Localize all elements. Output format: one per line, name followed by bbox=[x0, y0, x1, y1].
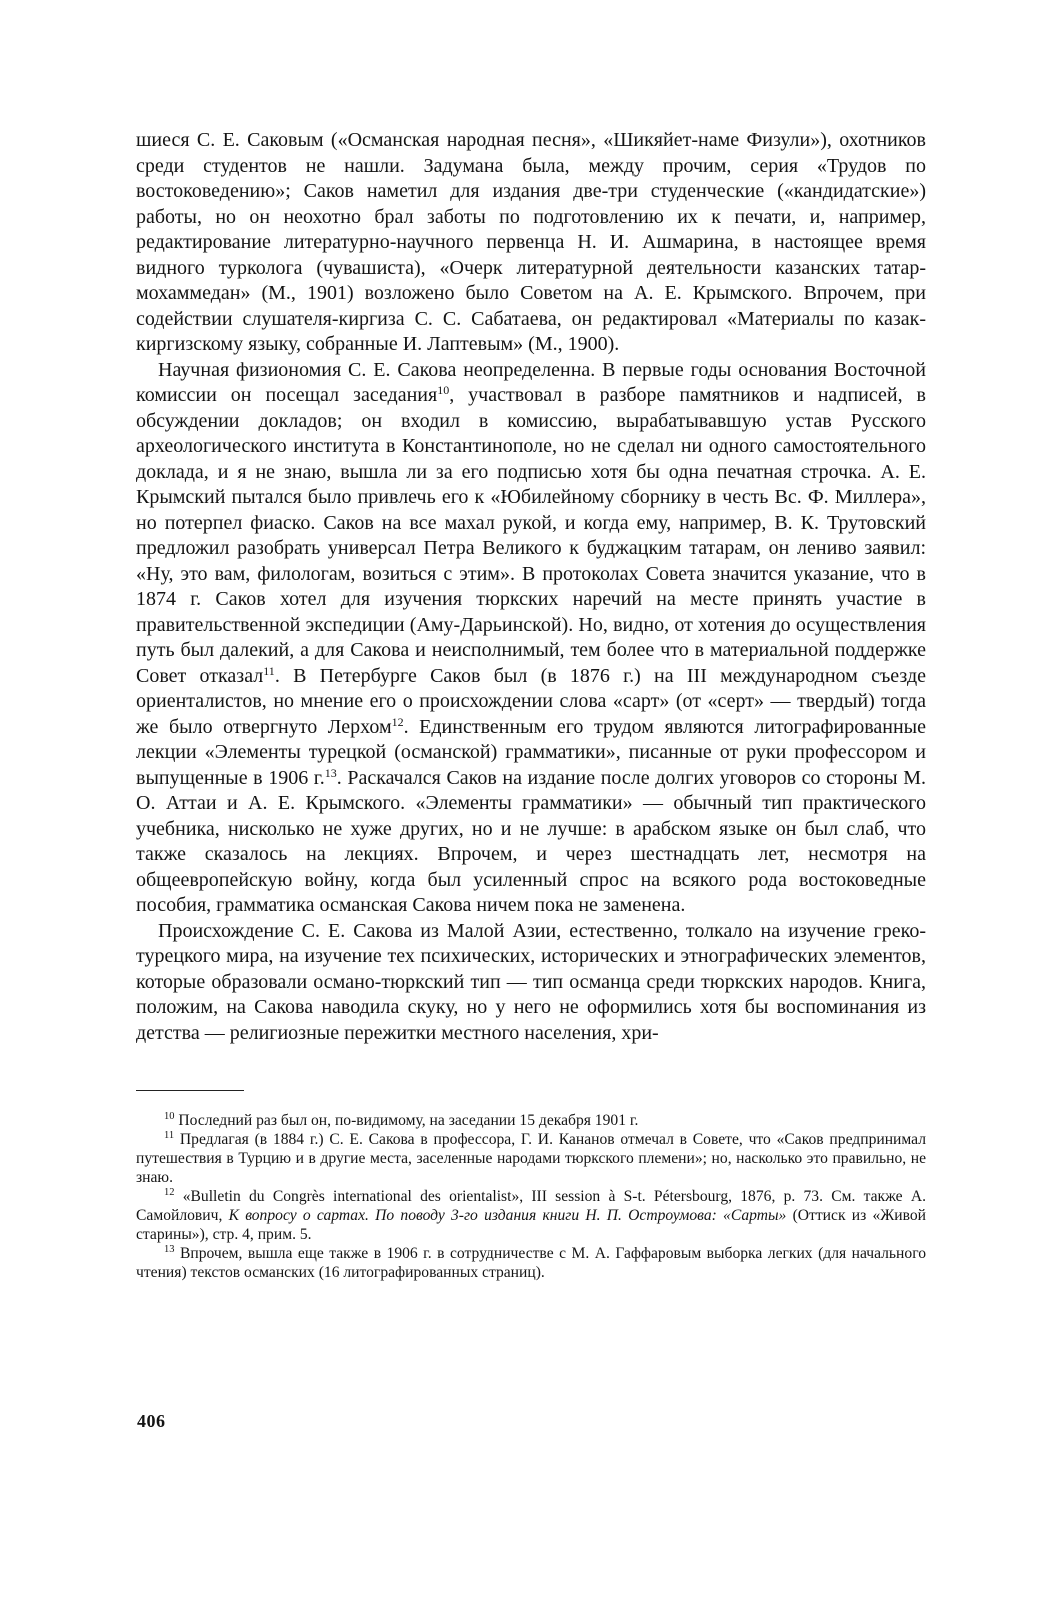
paragraph-2-part-c: . В Петербурге Саков был (в 1876 г.) на III международном съезде ориенталистов, но мнение его о происхождении слова «сарт» (от «серт» — твердый) тогда же было отвергнуто Лерхом bbox=[136, 664, 926, 738]
footnote-ref-11[interactable]: 11 bbox=[263, 663, 275, 678]
footnote-number: 11 bbox=[164, 1130, 175, 1141]
footnote-10 bbox=[136, 1111, 926, 1130]
paragraph-2-part-d: . Единственным его трудом являются литографированные лекции «Элементы турецкой (османской) грамматики», писанные от руки профессором и выпущенные в 1906 г. bbox=[136, 715, 926, 789]
footnote-text: Впрочем, вышла еще также в 1906 г. в сотрудничестве с М. А. Гаффаровым выборка легких (для начального чтения) текстов османских (16 литографированных страниц). bbox=[136, 1245, 926, 1281]
footnote-number: 12 bbox=[164, 1187, 175, 1198]
footnote-text: Предлагая (в 1884 г.) С. Е. Сакова в профессора, Г. И. Кананов отмечал в Совете, что «Саков предпринимал путешествия в Турцию и в другие места, заселенные народами тюркского племени»; но, насколько это правильно, не знаю. bbox=[136, 1131, 927, 1186]
paragraph-2 bbox=[136, 358, 926, 919]
main-text bbox=[136, 128, 926, 1046]
paragraph-3: Происхождение С. Е. Сакова из Малой Азии, естественно, толкало на изучение греко-турецкого мира, на изучение тех психических, исторических и этнографических элементов, которые образовали османо-тюркский тип — тип османца среди тюркских народов. Книга, положим, на Сакова наводила скуку, но у него не оформились хотя бы воспоминания из детства — религиозные пережитки местного населения, хри- bbox=[136, 919, 926, 1044]
page-content bbox=[136, 128, 926, 1282]
paragraph-2-part-a: Научная физиономия С. Е. Сакова неопределенна. В первые годы основания Восточной комиссии он посещал заседания bbox=[136, 358, 926, 406]
footnote-divider bbox=[136, 1090, 244, 1091]
footnote-text: «Bulletin du Congrès international des orientalist», III session à S-t. Pétersbourg, 1876, p. 73. См. также А. Самойлович, bbox=[136, 1188, 926, 1224]
footnote-13 bbox=[136, 1244, 926, 1282]
paragraph-1: шиеся С. Е. Саковым («Османская народная песня», «Шикяйет-наме Физули»), охотников среди студентов не нашли. Задумана была, между прочим, серия «Трудов по востоковедению»; Саков наметил для издания две-три студенческие («кандидатские») работы, но он неохотно брал заботы по подготовлению их к печати, и, например, редактирование литературно-научного первенца Н. И. Ашмарина, в настоящее время видного турколога (чувашиста), «Очерк литературной деятельности казанских татар-мохаммедан» (М., 1901) возложено было Советом на А. Е. Крымского. Впрочем, при содействии слушателя-киргиза С. С. Сабатаева, он редактировал «Материалы по казак-киргизскому языку, собранные И. Лаптевым» (М., 1900). bbox=[136, 129, 926, 355]
paragraph-2-part-b: , участвовал в разборе памятников и надписей, в обсуждении докладов; он входил в комиссию, вырабатывавшую устав Русского археологического института в Константинополе, но не сделал ни одного самостоятельного доклада, и я не знаю, вышла ли за его подписью хотя бы одна печатная строчка. А. Е. Крымский пытался было привлечь его к «Юбилейному сборнику в честь Вс. Ф. Миллера», но потерпел фиаско. Саков на все махал рукой, и когда ему, например, В. К. Трутовский предложил разобрать универсал Петра Великого к буджацким татарам, он лениво заявил: «Ну, это вам, филологам, возиться с этим». В протоколах Совета значится указание, что в 1874 г. Саков хотел для изучения тюркских наречий на месте принять участие в правительственной экспедиции (Аму-Дарьинской). Но, видно, от хотения до осуществления путь был далекий, а для Сакова и неисполнимый, тем более что в материальной поддержке Совет отказал bbox=[136, 384, 926, 687]
footnotes bbox=[136, 1111, 926, 1282]
footnote-text: (Оттиск из «Живой старины»), стр. 4, прим. 5. bbox=[136, 1207, 926, 1243]
footnote-ref-12[interactable]: 12 bbox=[391, 714, 404, 729]
footnote-text: Последний раз был он, по-видимому, на заседании 15 декабря 1901 г. bbox=[178, 1112, 639, 1129]
paragraph-2-part-e: . Раскачался Саков на издание после долгих уговоров со стороны М. О. Аттаи и А. Е. Крымского. «Элементы грамматики» — обычный тип практического учебника, нисколько не хуже других, но и не лучше: в арабском языке он был слаб, что также сказалось на лекциях. Впрочем, и через шестнадцать лет, несмотря на общеевропейскую войну, когда был усиленный спрос на всякого рода востоковедные пособия, грамматика османская Сакова ничем пока не заменена. bbox=[136, 766, 926, 916]
footnote-ref-13[interactable]: 13 bbox=[324, 765, 337, 780]
footnote-italic-title: К вопросу о сартах. По поводу 3-го издания книги Н. П. Остроумова: «Сарты» bbox=[228, 1207, 787, 1224]
footnote-12 bbox=[136, 1187, 926, 1244]
footnote-11 bbox=[136, 1130, 926, 1187]
footnote-number: 13 bbox=[164, 1244, 175, 1255]
footnote-number: 10 bbox=[164, 1111, 175, 1122]
footnote-ref-10[interactable]: 10 bbox=[437, 383, 450, 397]
page-number: 406 bbox=[137, 1411, 166, 1431]
